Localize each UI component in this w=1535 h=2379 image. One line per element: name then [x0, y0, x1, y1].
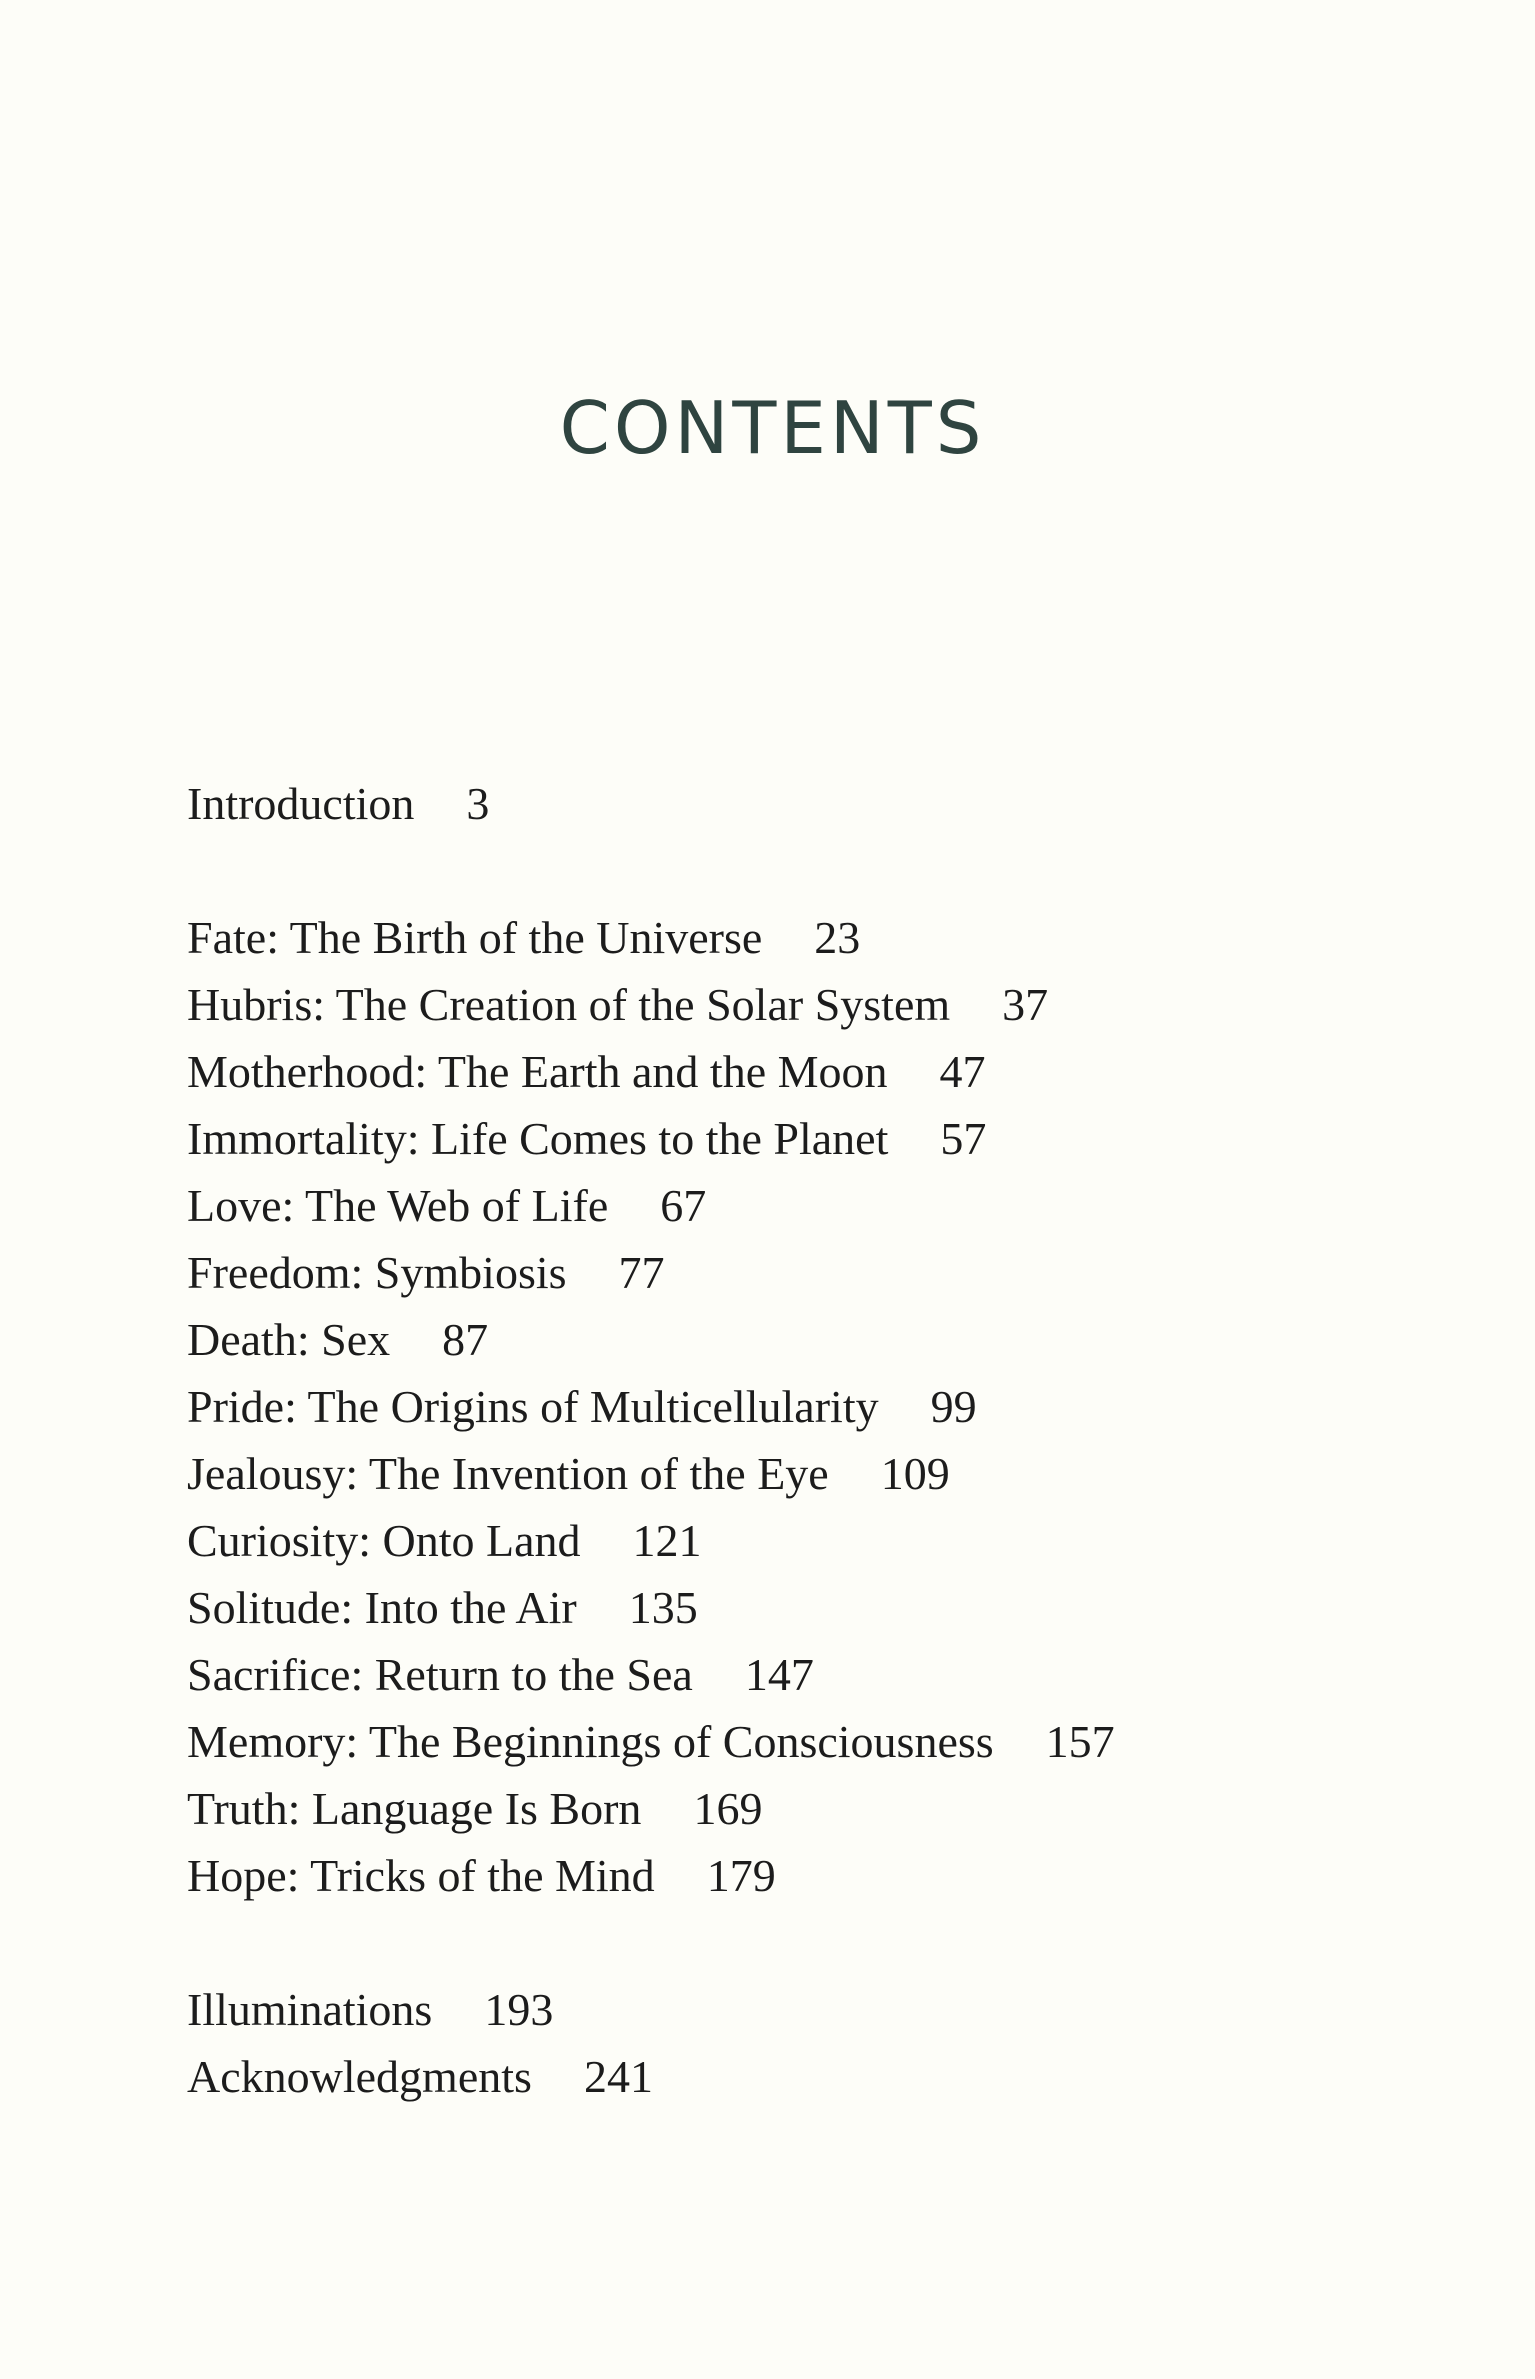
toc-entry-title: Hope: Tricks of the Mind	[187, 1850, 655, 1901]
toc-entry-title: Memory: The Beginnings of Consciousness	[187, 1716, 994, 1767]
toc-entry	[187, 1306, 1387, 1373]
toc-entry-title: Truth: Language Is Born	[187, 1783, 642, 1834]
toc-entry-page-number: 121	[632, 1515, 702, 1566]
toc-entry	[187, 1976, 1387, 2043]
toc-entry-page-number: 3	[466, 778, 490, 829]
toc-entry-page-number: 23	[814, 912, 861, 963]
toc-entry-page-number: 169	[693, 1783, 763, 1834]
toc-entry-page-number: 241	[583, 2051, 653, 2102]
toc-entry-title: Curiosity: Onto Land	[187, 1515, 581, 1566]
toc-entry-page-number: 157	[1045, 1716, 1115, 1767]
toc-entry-title: Jealousy: The Invention of the Eye	[187, 1448, 829, 1499]
toc-entry-title: Introduction	[187, 778, 415, 829]
page-title: CONTENTS	[559, 386, 986, 470]
toc-entry-title: Solitude: Into the Air	[187, 1582, 577, 1633]
toc-entry-page-number: 193	[484, 1984, 554, 2035]
toc-entry-page-number: 147	[744, 1649, 814, 1700]
toc-entry	[187, 1775, 1387, 1842]
toc-entry	[187, 1641, 1387, 1708]
toc-entry	[187, 971, 1387, 1038]
toc-entry-title: Pride: The Origins of Multicellularity	[187, 1381, 879, 1432]
toc-group	[187, 1976, 1387, 2110]
toc-entry-page-number: 109	[880, 1448, 950, 1499]
toc-entry	[187, 1038, 1387, 1105]
toc-group	[187, 770, 1387, 837]
toc-entry-title: Illuminations	[187, 1984, 433, 2035]
toc-entry-page-number: 47	[939, 1046, 986, 1097]
toc-entry-page-number: 135	[628, 1582, 698, 1633]
toc-entry-title: Fate: The Birth of the Universe	[187, 912, 763, 963]
toc-entry	[187, 1507, 1387, 1574]
table-of-contents	[187, 770, 1387, 2110]
toc-entry	[187, 2043, 1387, 2110]
toc-entry-title: Immortality: Life Comes to the Planet	[187, 1113, 889, 1164]
toc-group	[187, 904, 1387, 1909]
toc-entry-title: Hubris: The Creation of the Solar System	[187, 979, 951, 1030]
toc-entry-page-number: 77	[618, 1247, 665, 1298]
toc-entry	[187, 1373, 1387, 1440]
toc-entry	[187, 770, 1387, 837]
toc-entry-title: Love: The Web of Life	[187, 1180, 609, 1231]
toc-entry-title: Freedom: Symbiosis	[187, 1247, 567, 1298]
toc-entry-page-number: 67	[660, 1180, 707, 1231]
toc-entry	[187, 1842, 1387, 1909]
toc-entry-page-number: 87	[442, 1314, 489, 1365]
toc-entry-title: Death: Sex	[187, 1314, 391, 1365]
toc-entry-title: Sacrifice: Return to the Sea	[187, 1649, 693, 1700]
toc-entry-page-number: 179	[706, 1850, 776, 1901]
toc-entry	[187, 1574, 1387, 1641]
toc-entry-page-number: 57	[940, 1113, 987, 1164]
toc-entry	[187, 904, 1387, 971]
toc-entry	[187, 1440, 1387, 1507]
toc-entry-page-number: 37	[1002, 979, 1049, 1030]
toc-entry-title: Motherhood: The Earth and the Moon	[187, 1046, 888, 1097]
toc-entry	[187, 1239, 1387, 1306]
toc-entry-page-number: 99	[930, 1381, 977, 1432]
toc-entry-title: Acknowledgments	[187, 2051, 532, 2102]
toc-entry	[187, 1172, 1387, 1239]
toc-entry	[187, 1708, 1387, 1775]
toc-entry	[187, 1105, 1387, 1172]
